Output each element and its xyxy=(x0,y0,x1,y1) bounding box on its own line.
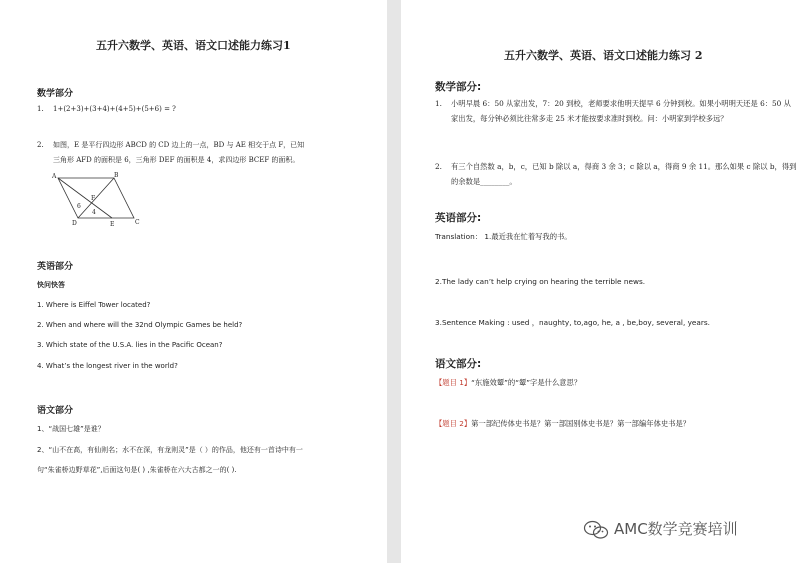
english-heading: 英语部分 xyxy=(37,262,74,272)
label-6: 6 xyxy=(77,203,81,210)
math-question-2-line-2: 三角形 AFD 的面积是 6，三角形 DEF 的面积是 4，求四边形 BCEF 的面积。 xyxy=(53,156,300,164)
english-item-2: 2. When and where will the 32nd Olympic Games be held? xyxy=(37,321,243,329)
label-c: C xyxy=(135,219,140,226)
left-page-title: 五升六数学、英语、语文口述能力练习1 xyxy=(96,39,291,52)
right-page xyxy=(401,0,796,563)
math-question-1: 1. 1+(2+3)+(3+4)+(4+5)+(5+6) = ? xyxy=(37,105,176,113)
chinese-topic-2: 【题目 2】第一部纪传体史书是？第一部国别体史书是？第一部编年体史书是？ xyxy=(435,419,691,428)
chinese-question-2-line-1: 2、“山不在高，有仙则名；水不在深，有龙则灵”是（ ）的作品，他还有一首诗中有一 xyxy=(37,446,303,454)
english-subheading: 快问快答 xyxy=(37,281,65,289)
topic-1-tag: 【题目 1】 xyxy=(435,378,472,387)
english-sentence-2: 2.The lady can’t help crying on hearing the terrible news. xyxy=(435,277,646,286)
segment-bd xyxy=(78,178,114,218)
label-e: E xyxy=(110,221,115,228)
label-4: 4 xyxy=(92,209,96,216)
label-d: D xyxy=(72,220,77,227)
math-heading: 数学部分 xyxy=(37,89,74,99)
right-math-question-2-line-1: 2. 有三个自然数 a，b，c，已知 b 除以 a，得商 3 余 3；c 除以 a，得商 9 余 11。那么如果 c 除以 b，得到 xyxy=(435,162,796,171)
label-f: F xyxy=(91,195,96,202)
english-item-1: 1. Where is Eiffel Tower located? xyxy=(37,301,151,309)
label-b: B xyxy=(114,172,119,179)
right-math-question-1-line-2: 家出发，每分钟必须比往常多走 25 米才能按要求准时到校。问：小明家到学校多远？ xyxy=(451,114,728,123)
segment-ae xyxy=(58,178,112,218)
chinese-question-2-line-2: 句“朱雀桥边野草花”,后面这句是( ) ,朱雀桥在六大古都之一的( ). xyxy=(37,466,237,474)
chinese-question-1: 1、“战国七雄”是谁？ xyxy=(37,425,105,433)
topic-2-tag: 【题目 2】 xyxy=(435,419,472,428)
right-chinese-heading: 语文部分: xyxy=(435,358,482,370)
parallelogram-figure xyxy=(48,170,148,230)
chinese-heading: 语文部分 xyxy=(37,406,74,416)
right-math-question-1-line-1: 1. 小明早晨 6：50 从家出发，7：20 到校，老师要求他明天提早 6 分钟到校。如果小明明天还是 6：50 从 xyxy=(435,99,791,108)
wechat-icon xyxy=(583,520,609,540)
english-sentence-making: 3.Sentence Making : used ，naughty, to,ago, he, a , be,boy, several, years. xyxy=(435,318,711,327)
english-item-4: 4. What’s the longest river in the world? xyxy=(37,362,178,370)
math-question-2-line-1: 2. 如图，E 是平行四边形 ABCD 的 CD 边上的一点，BD 与 AE 相交于点 F，已知 xyxy=(37,141,305,149)
right-page-title: 五升六数学、英语、语文口述能力练习 2 xyxy=(504,49,703,62)
right-english-heading: 英语部分: xyxy=(435,212,482,224)
right-math-heading: 数学部分: xyxy=(435,81,482,93)
chinese-topic-1: 【题目 1】“东施效颦”的“颦”字是什么意思？ xyxy=(435,378,582,387)
label-a: A xyxy=(52,173,57,180)
watermark-text: AMC数学竞赛培训 xyxy=(614,520,738,538)
english-translation: Translation： 1.最近我在忙着写我的书。 xyxy=(435,232,572,241)
left-page xyxy=(0,0,387,563)
right-math-question-2-line-2: 的余数是________。 xyxy=(451,177,517,186)
english-item-3: 3. Which state of the U.S.A. lies in the Pacific Ocean? xyxy=(37,341,223,349)
